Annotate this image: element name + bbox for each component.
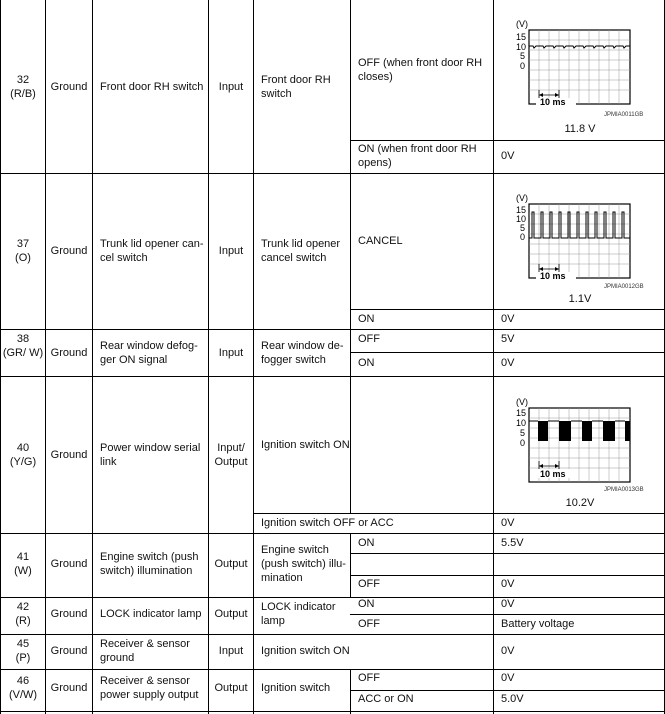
wire-color: (W) — [14, 565, 32, 577]
wire-color: (O) — [15, 252, 31, 264]
svg-text:0: 0 — [520, 438, 526, 448]
value: 5.5V — [501, 537, 524, 549]
signal-description: Receiver & sensor ground — [100, 638, 190, 664]
time-scale: 10 ms — [540, 271, 566, 281]
plus-terminal: Ground — [50, 449, 88, 461]
state: ON — [358, 313, 375, 325]
state: OFF — [358, 333, 380, 345]
value: 1.1V — [568, 293, 592, 305]
state: OFF — [358, 672, 380, 684]
value: Battery voltage — [501, 618, 575, 630]
state: OFF — [358, 618, 380, 630]
svg-text:(V): (V) — [516, 397, 528, 407]
wire-color: (P) — [15, 652, 31, 664]
plus-terminal: Ground — [50, 645, 88, 657]
terminal-number: 46 — [16, 675, 30, 687]
image-code: JPMIA0012GB — [604, 284, 644, 290]
plus-terminal: Ground — [50, 682, 88, 694]
input-output: Input/ Output — [214, 442, 248, 468]
state: ON — [358, 537, 375, 549]
signal-description: Receiver & sensor power supply output — [100, 675, 199, 701]
wire-color: (Y/G) — [9, 456, 37, 468]
terminal-number: 32 — [16, 74, 30, 86]
value: 0V — [501, 313, 515, 325]
svg-text:5: 5 — [520, 428, 526, 438]
svg-text:10: 10 — [516, 42, 527, 52]
signal-description: Rear window defog-ger ON signal — [100, 340, 198, 366]
svg-text:(V): (V) — [516, 193, 528, 203]
wire-color: (R) — [15, 615, 31, 627]
state: OFF — [358, 578, 380, 590]
wire-color: (GR/ W) — [2, 347, 44, 359]
value: 0V — [501, 357, 515, 369]
value: 0V — [501, 598, 515, 610]
signal-description: Trunk lid opener can-cel switch — [100, 238, 204, 264]
oscilloscope-waveform — [512, 192, 632, 282]
signal-description: Engine switch (push switch) illumination — [100, 551, 199, 577]
svg-text:0: 0 — [520, 232, 526, 242]
plus-terminal: Ground — [50, 347, 88, 359]
input-output: Output — [214, 558, 248, 570]
signal-description: Front door RH switch — [100, 81, 204, 93]
value: 10.2V — [565, 497, 595, 509]
state: ON — [358, 598, 375, 610]
terminal-number: 37 — [16, 238, 30, 250]
wire-color: (V/W) — [8, 689, 38, 701]
svg-text:15: 15 — [516, 32, 527, 42]
value: 0V — [501, 672, 515, 684]
time-scale: 10 ms — [540, 469, 566, 479]
svg-text:10: 10 — [516, 214, 527, 224]
condition: Engine switch (push switch) illu-mination — [261, 544, 346, 584]
input-output: Input — [218, 245, 244, 257]
svg-text:5: 5 — [520, 51, 526, 61]
condition: LOCK indicator lamp — [261, 601, 336, 627]
input-output: Input — [218, 81, 244, 93]
value: 0V — [501, 578, 515, 590]
state: ON — [358, 357, 375, 369]
value: 5V — [501, 333, 515, 345]
condition: Ignition switch OFF or ACC — [261, 517, 394, 529]
state: ACC or ON — [358, 693, 414, 705]
value: 11.8 V — [564, 123, 596, 135]
input-output: Output — [214, 682, 248, 694]
input-output: Input — [218, 347, 244, 359]
value: 5.0V — [501, 693, 524, 705]
plus-terminal: Ground — [50, 558, 88, 570]
value: 0V — [501, 645, 515, 657]
terminal-number: 41 — [16, 551, 30, 563]
condition: Rear window de-fogger switch — [261, 340, 344, 366]
oscilloscope-waveform — [512, 396, 632, 486]
image-code: JPMIA0011GB — [604, 112, 644, 118]
terminal-number: 38 — [16, 333, 30, 345]
svg-text:0: 0 — [520, 61, 526, 71]
state: OFF (when front door RH closes) — [358, 57, 483, 83]
condition: Ignition switch — [261, 682, 331, 694]
condition: Trunk lid opener cancel switch — [261, 238, 341, 264]
input-output: Output — [214, 608, 248, 620]
svg-text:15: 15 — [516, 205, 527, 215]
input-output: Input — [218, 645, 244, 657]
condition: Ignition switch ON — [261, 439, 350, 451]
time-scale: 10 ms — [540, 97, 566, 107]
plus-terminal: Ground — [50, 81, 88, 93]
svg-text:15: 15 — [516, 408, 527, 418]
wire-color: (R/B) — [10, 88, 36, 100]
svg-text:5: 5 — [520, 223, 526, 233]
value: 0V — [501, 517, 515, 529]
condition: Ignition switch ON — [261, 645, 350, 657]
terminal-number: 40 — [16, 442, 30, 454]
plus-terminal: Ground — [50, 245, 88, 257]
state: CANCEL — [358, 235, 403, 247]
svg-text:(V): (V) — [516, 19, 528, 29]
svg-text:10: 10 — [516, 418, 527, 428]
signal-description: LOCK indicator lamp — [100, 608, 202, 620]
condition: Front door RH switch — [261, 74, 331, 100]
terminal-number: 45 — [16, 638, 30, 650]
oscilloscope-waveform — [512, 18, 632, 108]
state: ON (when front door RH opens) — [358, 143, 477, 169]
signal-description: Power window serial link — [100, 442, 201, 468]
terminal-number: 42 — [16, 601, 30, 613]
plus-terminal: Ground — [50, 608, 88, 620]
image-code: JPMIA0013GB — [604, 487, 644, 493]
value: 0V — [501, 150, 515, 162]
